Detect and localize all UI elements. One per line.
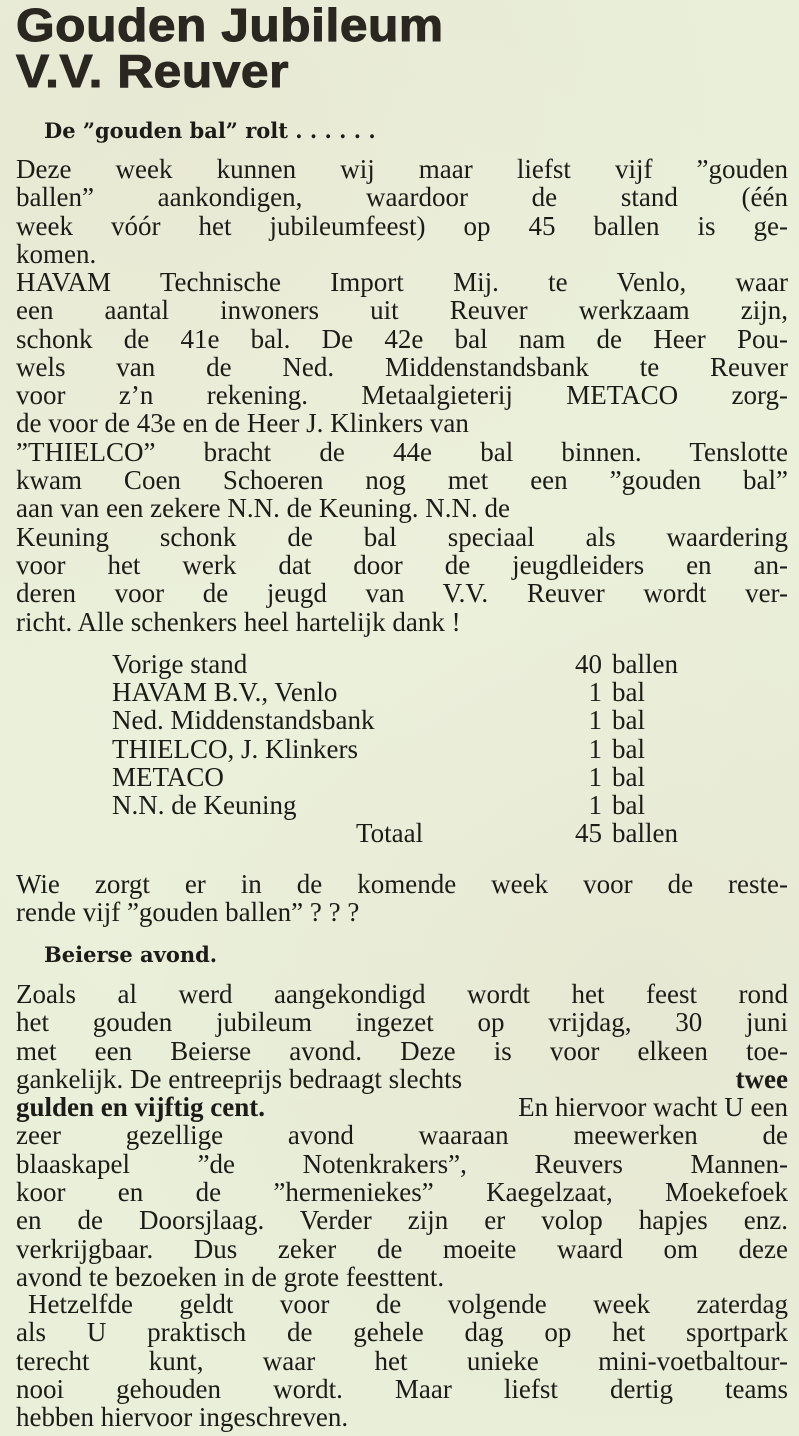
headline-line-2: V.V. Reuver [16, 45, 289, 97]
tally-count: 1 [588, 789, 602, 820]
tally-total-unit: ballen [612, 818, 678, 849]
tally-total-row [112, 819, 752, 847]
subhead-gouden-bal: De ”gouden bal” rolt . . . . . . [44, 118, 376, 143]
text-line: voor z’n rekening. Metaalgieterij METACO zorg- [16, 380, 788, 411]
tally-count: 1 [588, 677, 602, 708]
tally-unit: bal [612, 733, 645, 764]
headline-line-1: Gouden Jubileum [16, 0, 444, 51]
text-line: week vóór het jubileumfeest) op 45 ballen is ge- [16, 210, 788, 241]
tally-unit: bal [612, 705, 645, 736]
text-line: ballen” aankondigen, waardoor de stand (één [16, 182, 788, 213]
text-line: en de Doorsjlaag. Verder zijn er volop hapjes enz. [16, 1205, 788, 1236]
paragraph-beierse-avond [16, 980, 788, 1291]
paragraph-intro [16, 155, 788, 268]
text-line: HAVAM Technische Import Mij. te Venlo, waar [16, 267, 788, 297]
paragraph-mini-voetbal [16, 1290, 788, 1431]
tally-donor: Vorige stand [112, 649, 248, 679]
tally-unit: bal [612, 677, 645, 708]
text-line: komen. [16, 238, 97, 269]
subhead-beierse-avond: Beierse avond. [44, 942, 218, 967]
headline [16, 0, 444, 97]
text-segment: En hiervoor wacht U een [518, 1092, 788, 1123]
tally-row [112, 650, 752, 678]
text-line: rende vijf ”gouden ballen” ? ? ? [16, 897, 360, 928]
tally-count: 1 [588, 761, 602, 792]
text-line: voor het werk dat door de jeugdleiders en an- [16, 549, 788, 580]
text-line: Deze week kunnen wij maar liefst vijf ”gouden [16, 154, 788, 184]
text-segment: gankelijk. De entreeprijs bedraagt slechts [16, 1063, 463, 1094]
text-line: het gouden jubileum ingezet op vrijdag, 30 juni [16, 1007, 788, 1038]
tally-unit: ballen [612, 649, 678, 679]
text-line: blaaskapel ”de Notenkrakers”, Reuvers Mannen- [16, 1148, 788, 1179]
tally-donor: Ned. Middenstandsbank [112, 705, 375, 736]
tally-row [112, 735, 752, 763]
text-line: aan van een zekere N.N. de Keuning. N.N. de [16, 493, 511, 524]
text-line: Wie zorgt er in de komende week voor de reste- [16, 869, 788, 899]
text-line: als U praktisch de gehele dag op het sportpark [16, 1317, 788, 1348]
text-line: hebben hiervoor ingeschreven. [16, 1402, 349, 1433]
tally-donor: THIELCO, J. Klinkers [112, 733, 358, 764]
paragraph-donors [16, 268, 788, 636]
text-line: avond te bezoeken in de grote feesttent. [16, 1261, 445, 1292]
paragraph-call-to-action [16, 870, 788, 927]
tally-count: 1 [588, 705, 602, 736]
text-line-mixed [16, 1065, 788, 1093]
tally-donor: N.N. de Keuning [112, 789, 297, 820]
text-line: terecht kunt, waar het unieke mini-voetbaltour- [16, 1345, 788, 1376]
price-emphasis: gulden en vijftig cent. [16, 1092, 265, 1123]
tally-total-count: 45 [575, 818, 602, 849]
text-line-mixed [16, 1093, 788, 1121]
tally-count: 1 [588, 733, 602, 764]
text-line: de voor de 43e en de Heer J. Klinkers van [16, 408, 469, 439]
text-line: kwam Coen Schoeren nog met een ”gouden bal” [16, 465, 788, 496]
tally-row [112, 763, 752, 791]
tally-unit: bal [612, 761, 645, 792]
text-line: verkrijgbaar. Dus zeker de moeite waard om deze [16, 1233, 788, 1264]
text-line: deren voor de jeugd van V.V. Reuver wordt ver- [16, 578, 788, 609]
text-line: met een Beierse avond. Deze is voor elkeen toe- [16, 1035, 788, 1066]
text-line: Zoals al werd aangekondigd wordt het feest rond [16, 979, 788, 1009]
text-line: een aantal inwoners uit Reuver werkzaam zijn, [16, 295, 788, 326]
text-line: richt. Alle schenkers heel hartelijk dank ! [16, 606, 461, 637]
tally-count: 40 [575, 649, 602, 679]
text-line: Hetzelfde geldt voor de volgende week zaterdag [28, 1289, 788, 1319]
text-line: schonk de 41e bal. De 42e bal nam de Heer Pou- [16, 323, 788, 354]
text-line: Keuning schonk de bal speciaal als waardering [16, 521, 788, 552]
tally-donor: METACO [112, 761, 224, 792]
text-line: koor en de ”hermeniekes” Kaegelzaat, Moekefoek [16, 1177, 788, 1208]
text-line: wels van de Ned. Middenstandsbank te Reuver [16, 351, 788, 382]
tally-total-label: Totaal [356, 818, 424, 849]
tally-donor: HAVAM B.V., Venlo [112, 677, 338, 708]
text-line: zeer gezellige avond waaraan meewerken de [16, 1120, 788, 1151]
tally-row [112, 678, 752, 706]
price-emphasis: twee [735, 1063, 788, 1094]
tally-row [112, 706, 752, 734]
tally-unit: bal [612, 789, 645, 820]
text-line: nooi gehouden wordt. Maar liefst dertig teams [16, 1373, 788, 1404]
ball-tally-table [112, 650, 752, 847]
text-line: ”THIELCO” bracht de 44e bal binnen. Tenslotte [16, 436, 788, 467]
tally-row [112, 791, 752, 819]
